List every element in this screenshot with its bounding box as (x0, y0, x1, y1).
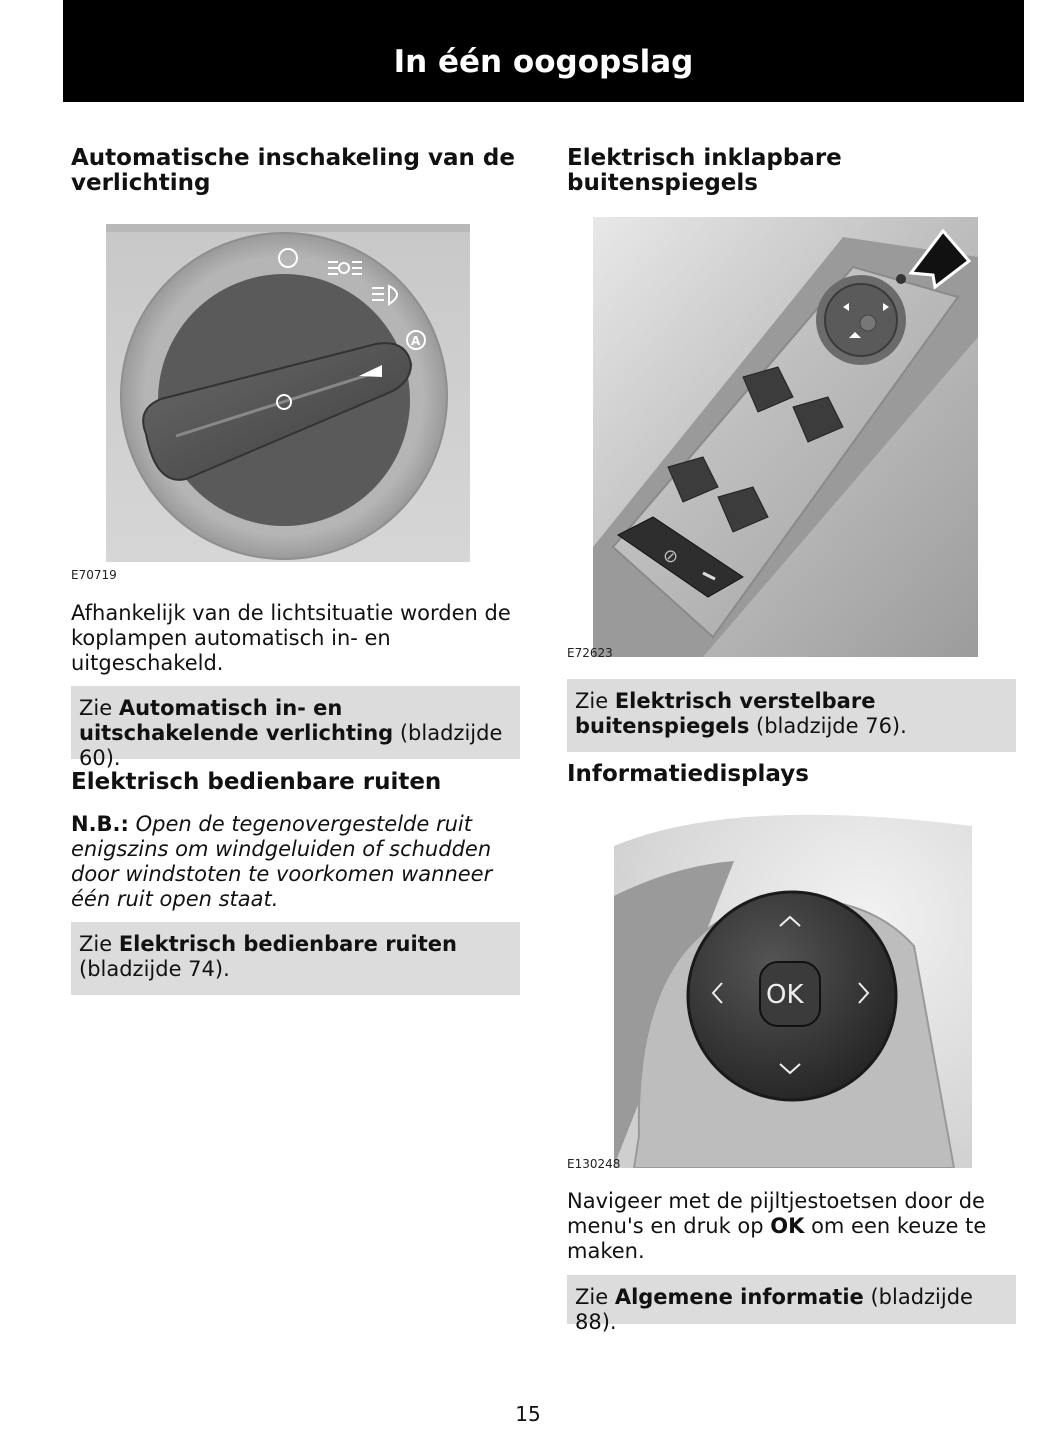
ok-button-label: OK (766, 980, 804, 1010)
heading-line-1: Automatische inschakeling van de (71, 145, 515, 171)
reference-box-mirrors (567, 679, 1016, 752)
heading-automatic-lighting (71, 146, 523, 196)
reference-box-auto-lighting (71, 686, 520, 770)
ref-link-power-windows[interactable]: Elektrisch bedienbare ruiten (118, 932, 457, 956)
note-power-windows (71, 812, 523, 912)
ref-page: (bladzijde 76). (749, 714, 907, 738)
heading-line-1: Elektrisch inklapbare (567, 145, 842, 171)
heading-information-displays: Informatiedisplays (567, 761, 809, 787)
heading-folding-mirrors (567, 146, 1017, 196)
page-number: 15 (515, 1402, 541, 1426)
heading-line-2: buitenspiegels (567, 170, 758, 196)
text-part: Navigeer met de pijltjestoetsen door de menu's en druk op (567, 1189, 985, 1238)
text-part: om een keuze te maken. (567, 1214, 987, 1263)
section-title: In één oogopslag (393, 44, 694, 80)
figure-code-e130248: E130248 (567, 1157, 621, 1171)
heading-power-windows: Elektrisch bedienbare ruiten (71, 769, 442, 795)
note-text: Open de tegenovergestelde ruit enigszins om windgeluiden of schudden door windstoten te voorkomen wanneer één ruit open staat. (71, 812, 493, 911)
ref-prefix: Zie (575, 689, 615, 713)
paragraph-info-displays (567, 1189, 1022, 1264)
figure-steering-wheel-controls (614, 806, 972, 1168)
ref-link-mirrors[interactable]: Elektrisch verstelbare buitenspiegels (575, 689, 876, 738)
reference-box-power-windows (71, 922, 520, 995)
ref-link-general-info[interactable]: Algemene informatie (614, 1285, 864, 1309)
ref-page: (bladzijde 74). (79, 957, 230, 981)
figure-code-e72623: E72623 (567, 646, 613, 660)
left-column (71, 146, 523, 196)
figure-code-e70719: E70719 (71, 568, 117, 582)
figure-light-switch (106, 224, 470, 562)
paragraph-auto-lighting: Afhankelijk van de lichtsituatie worden de koplampen automatisch in- en uitgeschakeld. (71, 601, 511, 675)
ref-prefix: Zie (79, 932, 119, 956)
note-label: N.B.: (71, 812, 129, 836)
reference-box-general-info (567, 1275, 1016, 1334)
figure-door-switch-panel (593, 217, 978, 657)
svg-text:⊘: ⊘ (663, 546, 679, 567)
ok-emphasis: OK (770, 1214, 805, 1238)
ref-prefix: Zie (575, 1285, 615, 1309)
svg-text:A: A (411, 334, 421, 348)
section-header-bar (63, 0, 1024, 102)
heading-line-2: verlichting (71, 170, 211, 196)
ref-page: (bladzijde 88). (575, 1285, 973, 1334)
ref-prefix: Zie (79, 696, 119, 720)
ref-page: (bladzijde 60). (79, 721, 503, 770)
ref-link-auto-lighting[interactable]: Automatisch in- en uitschakelende verlichting (79, 696, 394, 745)
